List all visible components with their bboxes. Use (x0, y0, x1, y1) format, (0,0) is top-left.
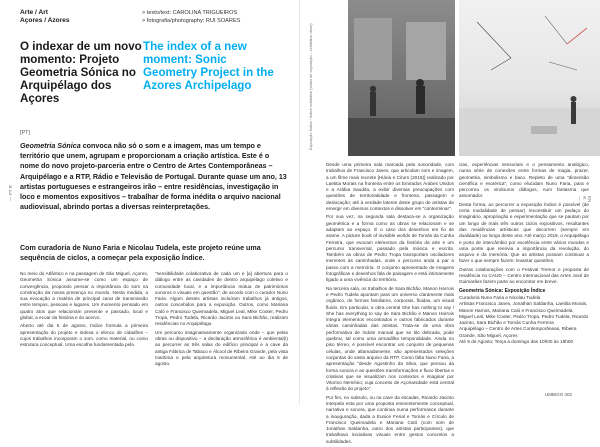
dark-room-illustration (348, 0, 455, 156)
lead-text: convoca não só o som e a imagem, mas um tempo e território que unem, agrupam e proporcionam a criação artística. Este é o nome do novo projeto-parceria entre o Centro de Artes Contemporâneas – Arquipélago e a RTP, Rádio e Televisão de Portugal. Durante quase um ano, 13 artistas portugueses e estrangeiros irão – entre residências, investigação in loco e momentos expositivos – trabalhar de forma inédita o arquivo nacional audiovisual, abrindo portas a diversas reinterpretações. (20, 142, 287, 212)
exhibition-info-title: Geometria Sónica: Exposição Índice (459, 287, 546, 294)
body-column-3: Desde uma primeira sala marcada pela sonoridade, com trabalhos de Francisco Janes, que articulam som e imagem, a um filme mais recente [Hiária e Cirurs (2018)] realizado por Laetitia Morais na fronteira entre os Emirados Árabes Unidos e a Arábia Saudita, a exibir diversas preocupações com questões de territorialidade e fronteira, passagem e deslocação; até à verdade latente deste grupo de artistas de emergir em diversos contextos e dissolver em "conterminar". Por sua vez, na segunda sala destaca-se a organização geométrica e a forma como as obras se relacionam e se adaptam ao espaço. É o caso dos desenhos em fio de arame. A picture book of invisible worlds de Tomás da Cunha Ferreira, que evocam elementos da história da arte e um percurso transversal, passado pela música e escrita. Também as obras de Pedro Tropa transportam osciladores inerentes às caminhadas, onde o percurso anda a par a passo com a memória. O conjunto apresentado de imagens fotográficas e desenhos fala de paisagem e está intimamente ligado a uma vivência do território. Na terceira sala, os trabalhos de Sara Bichão, Manon Harrois e Pedro Tudela apontam para um universo claramente mais orgânico, de formas familiares, corporais, fluidas, um visual fluido. Em particular, a obra central She has nothing to say / She has everything to say de Sara Bichão e Manon Harrois integra elementos encontrados e outros fabricados durante várias caminhadas das artistas. Trata-se de uma obra performativa de índole manual que se tilo delicada, pode quebrar, tal como uma armadilha temporalidade. Ainda no piso térreo, é possível encontrar um conjunto de pequenas células, onde altamadamente, são apresentados seleções conjuntas do vasto arquivo da RTP. Como falta Nuno Faria, a apresentação "desde Agostinho da Silva, que pensou da forma sonora e as questões transformações e fluxo libertas e criativas que se visualizam nos contextos e imaginar por Vitorino Nemésio; cuja conceito de Açorianidade está central à reflexão do projeto". Por fim, no subsolo, ou na cave da escadas, Ricardo Jacinto interpela esta por uma proposta eminentemente conceptual, narrativa e sonora, que continua numa performance durante a inauguração, dada a Eunice Ferial e Tomás e Círculo de Francisco Queimadela e Mariana Caló (com som de Jonathan Saldanha, outro dos artistas participantes), que trabalhava iniciativas visuais entre gestos concretos a subtilidades. (326, 162, 454, 444)
body-column-4: cias, experiências sensoriais e o pensamento analógico, numa série de conexões entre formas de magia, prazer, geometria, simbolismo e baco. Repleto de uma "dimensão científica e esotérica", como elucidam Nuno Faria, para e percorreu os vindouros diálogos, num fantasma que assomador. Desta forma, ao percorrer a exposição Índice é possível (de certa modalidade de pensar) reconstituir um pedaço do imaginário, apropriação e experimentação que se pautam por um longo de mais três outros ciclos expositivos, resultantes das residências artísticas que decorrem (sempre em dualidade) ao longo deste ano. Até março 2019, o Arquipélago e porto de intercâmbio por excelência entre vários mundos e uma ponte que reenvia a importância da revolução, do arquivo e da memória. Que as artistas possam continuar a fazer o que sempre fazem: levantar questões. Outras colaborações com o Festival Tremor e proposta de residência no CAUD – Centro Internacional das Artes José de Guimarães fazem parte ao encontrar em breve. Geometria Sónica: Exposição Índice Curadoria Nuno Faria e Nicolau Tudela Artistas Francisco Janes, Jonathan Saldanha, Laetitia Morais, Manon Harrois, Mariana Caló e Francisco Queimadela, Miguel Leal, Mike Cooter, Pedro Tropa, Pedro Tudela, Ricardo Jacinto, Sara Bichão e Tomás Cunha Ferreira Arquipélago – Centro de Artes Contemporâneas, Ribeira Grande, São Miguel, Açores Até 5 de Agosto; Terça a domingo das 10h00 às 18h00 (459, 162, 589, 345)
left-page (0, 0, 300, 405)
lead-paragraph (20, 141, 288, 212)
text-credit: > texto/text: CAROLINA TRIGUEIROS (142, 10, 238, 16)
folio-right: EN R — (577, 196, 592, 203)
photo-credit: > fotografia/photography: RUI SOARES (142, 18, 241, 24)
magazine-footer: UMBIGO 402 (545, 392, 573, 397)
section-label: Arte / Art Açores / Azores (20, 9, 70, 24)
exhibition-photo-white-room (459, 0, 600, 156)
lead-italic: Geometria Sónica (20, 142, 81, 150)
folio-left: — PT R (8, 185, 13, 201)
language-tag: [PT] (20, 130, 30, 136)
white-room-illustration (459, 0, 600, 156)
curation-paragraph: Com curadoria de Nuno Faria e Nicolau Tudela, este projeto reúne uma sequência de ciclos, a começar pela exposição Índice. (20, 244, 261, 263)
exhibition-photo-dark-room (348, 0, 455, 156)
photo-caption: Exposição Índice / Índice exhibition (vistas de exposição – exhibition views) (309, 23, 313, 150)
article-credits (142, 9, 240, 25)
title-portuguese: O indexar de um novo momento: Projeto Geometria Sónica no Arquipélago dos Açores (20, 40, 142, 105)
exhibition-info: Curadoria Nuno Faria e Nicolau Tudela Artistas Francisco Janes, Jonathan Saldanha, Laetitia Morais, Manon Harrois, Mariana Caló e Francisco Queimadela, Miguel Leal, Mike Cooter, Pedro Tropa, Pedro Tudela, Ricardo Jacinto, Sara Bichão e Tomás Cunha Ferreira Arquipélago – Centro de Artes Contemporâneas, Ribeira Grande, São Miguel, Açores Até 5 de Agosto; Terça a domingo das 10h00 às 18h00 (459, 294, 589, 345)
title-english: The index of a new moment: Sonic Geometry Project in the Azores Archipelago (143, 40, 274, 92)
body-column-1: No meio do Atlântico e na passagem de São Miguel, Açores, Geometria Sónica assume-se como um espaço de convergência, propondo pensar a importância do som na construção da nossa presença no mundo. Nesta medida, a sua evocação a matéria de principal carat de transmissão entre tempos, pessoas e lugares. Um momento pensado em quatro atos que relacionam presente e passado, local e global, a ecoar da história e do acervo. Aberto até dia 5 de agosto, Índice formula a primeira apresentação do projeto e indexa o elenco de cidadões – cujos trabalhos incorporam o som, como material, ou como estrutura conceptual. Uma escolha fundamentada pela (20, 271, 148, 348)
body-column-2: "sensibilidade colaborativa de cada um e [a] abertura para o diálogo entre as cavidades de dentro arquipélago coletivo e comunidade local, e a importância mútua de patrimónios sonoros e visuais em questão", de acordo com o curador Nuno Faria. Algum destes artistas incluíram trabalhos já antigos, outros concebidos para a exposição. Outros, como Mariana Caló e Francisco Queimadela, Miguel Leal, Mike Cooter, Pedro Tropa, Pedro Tudela, Ricardo Jacinto ou Sara Bichão, realizam residências no Arquipélago. Um percurso imaginativamente organizado onde – que pelas obras ou dispositivo – a declaração atmosférica é ambiental(!) ao percorrer as três salas do edifício principal e a cave da antiga Fábrica de Tabaco e Álcool de Ribeira Grande, pela vista maritima e pela arquitetura monumental. Até ao dia 5 de agosto. (155, 271, 288, 367)
